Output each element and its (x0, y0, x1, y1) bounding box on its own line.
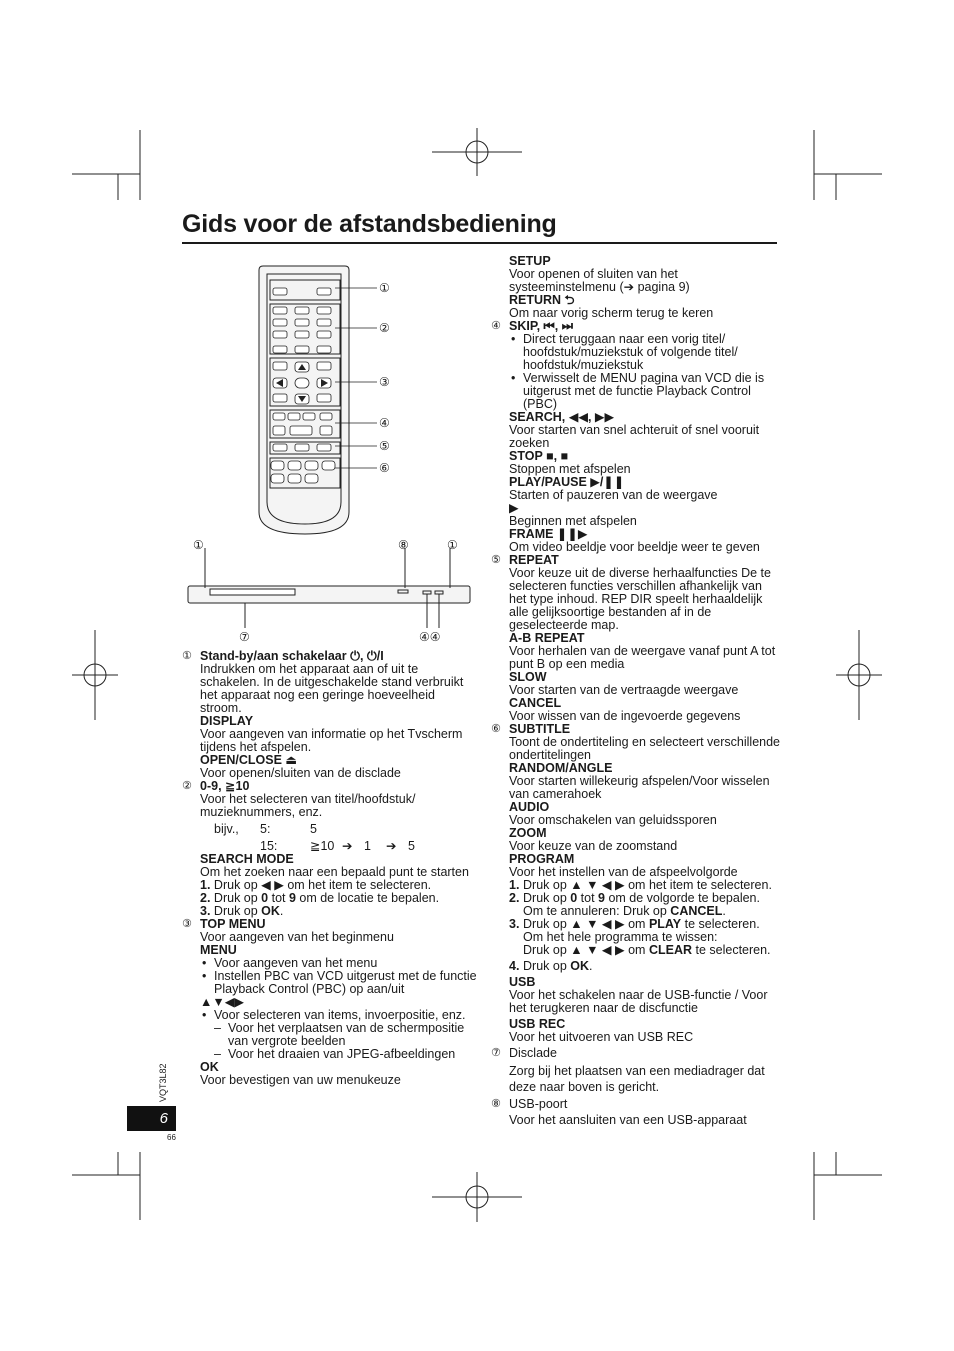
section-7 (491, 1047, 781, 1095)
top-menu-text: Voor aangeven van het beginmenu (200, 930, 394, 944)
display-heading: DISPLAY (200, 714, 254, 728)
device-callout-standby-left: ① (193, 538, 204, 552)
ok-text: Voor bevestigen van uw menukeuze (200, 1073, 401, 1087)
search-step-3: 3. Druk op OK. (200, 904, 284, 918)
section-8 (491, 1098, 781, 1127)
program-step-3-clear: Druk op ▲ ▼ ◀ ▶ om CLEAR te selecteren. (523, 943, 771, 957)
section-num: ⑥ (491, 723, 501, 735)
play-pause-text: Starten of pauzeren van de weergave (509, 488, 718, 502)
open-close-heading: OPEN/CLOSE ⏏ (200, 753, 298, 767)
standby-text: Indrukken om het apparaat aan of uit te schakelen. In de uitgeschakelde stand verbruikt het apparaat nog een geringe hoeveelheid stroom. (200, 662, 464, 715)
skip-heading: SKIP, ⏮, ⏭ (509, 319, 573, 333)
usb-rec-text: Voor het uitvoeren van USB REC (509, 1030, 694, 1044)
section-5 (491, 554, 781, 723)
section-num: ② (182, 780, 192, 792)
frame-text: Om video beeldje voor beeldje weer te geven (509, 540, 760, 554)
callout-2: ② (379, 321, 390, 335)
subtitle-heading: SUBTITLE (509, 722, 571, 736)
section-6 (491, 723, 781, 1044)
program-step-2: 2. Druk op 0 tot 9 om de volgorde te bepalen. (509, 891, 760, 905)
setup-text: Voor openen of sluiten van het systeeminstelmenu (➔ pagina 9) (509, 267, 690, 294)
audio-heading: AUDIO (509, 800, 550, 814)
section-3-cont (491, 255, 781, 320)
callout-3: ③ (379, 375, 390, 389)
subtitle-text: Toont de ondertiteling en selecteert verschillende ondertitelingen (509, 735, 781, 762)
search-mode-heading: SEARCH MODE (200, 852, 294, 866)
usb-text: Voor het schakelen naar de USB-functie / Voor het terugkeren naar de discfunctie (509, 988, 768, 1015)
return-text: Om naar vorig scherm terug te keren (509, 306, 714, 320)
example-2-key: 15: (260, 839, 278, 853)
play-pause-heading: PLAY/PAUSE ▶/❚❚ (509, 475, 625, 489)
menu-bullet-1: • Voor aangeven van het menu (200, 957, 477, 970)
device-callout-usb: ⑧ (398, 538, 409, 552)
search-heading: SEARCH, ◀◀, ▶▶ (509, 410, 615, 424)
open-close-text: Voor openen/sluiten van de disclade (200, 766, 401, 780)
disc-tray-text: Zorg bij het plaatsen van een mediadrager dat deze naar boven is gericht. (509, 1064, 765, 1094)
search-mode-text: Om het zoeken naar een bepaald punt te starten (200, 865, 469, 879)
title-rule (182, 242, 777, 244)
callout-1: ① (379, 281, 390, 295)
audio-text: Voor omschakelen van geluidssporen (509, 813, 717, 827)
program-step-3-note: Om het hele programma te wissen: (523, 930, 718, 944)
right-column (491, 255, 781, 1127)
frame-heading: FRAME ❚❚▶ (509, 527, 588, 541)
section-3 (182, 918, 477, 1087)
standby-heading: Stand-by/aan schakelaar ⏻, ⏻/I (200, 649, 384, 663)
callout-5: ⑤ (379, 439, 390, 453)
ok-heading: OK (200, 1060, 219, 1074)
example-2-v1: ≧10 (310, 839, 335, 853)
section-num: ⑦ (491, 1047, 501, 1059)
program-text: Voor het instellen van de afspeelvolgorde (509, 865, 738, 879)
device-callout-standby-right: ① (447, 538, 458, 552)
page-number-badge: 6 (127, 1106, 176, 1131)
return-heading: RETURN ⮌ (509, 293, 575, 307)
example-row-1 (200, 823, 477, 836)
slow-text: Voor starten van de vertraagde weergave (509, 683, 739, 697)
example-1-value: 5 (310, 822, 317, 836)
skip-bullet-1: • Direct teruggaan naar een vorig titel/ hoofdstuk/muziekstuk of volgende titel/ hoofdstuk/muziekstuk (509, 333, 781, 372)
slow-heading: SLOW (509, 670, 547, 684)
disc-tray-heading: Disclade (509, 1046, 557, 1060)
usb-heading: USB (509, 975, 536, 989)
program-step-4: 4. Druk op OK. (509, 959, 593, 973)
play-heading: ▶ (509, 501, 519, 515)
program-heading: PROGRAM (509, 852, 575, 866)
program-step-1: 1. Druk op ▲ ▼ ◀ ▶ om het item te selecteren. (509, 878, 772, 892)
digits-heading: 0-9, ≧10 (200, 779, 250, 793)
section-num: ④ (491, 320, 501, 332)
arrows-bullet-1: • Voor selecteren van items, invoerpositie, enz. (200, 1009, 477, 1022)
left-column (182, 650, 477, 1087)
search-step-1: 1. Druk op ◀ ▶ om het item te selecteren. (200, 878, 432, 892)
skip-bullet-2: • Verwisselt de MENU pagina van VCD die is uitgerust met de functie Playback Control (PBC) (509, 372, 781, 411)
arrows-dash-2: – Voor het draaien van JPEG-afbeeldingen (200, 1048, 477, 1061)
random-angle-heading: RANDOM/ANGLE (509, 761, 613, 775)
section-num: ⑧ (491, 1098, 501, 1110)
cancel-text: Voor wissen van de ingevoerde gegevens (509, 709, 741, 723)
usb-port-heading: USB-poort (509, 1097, 568, 1111)
page-title: Gids voor de afstandsbediening (182, 210, 557, 238)
zoom-heading: ZOOM (509, 826, 547, 840)
arrows-heading: ▲▼◀▶ (200, 995, 244, 1009)
arrows-dash-1: – Voor het verplaatsen van de schermpositie van vergrote beelden (200, 1022, 477, 1048)
arrow-icon: ➔ (386, 839, 397, 853)
ab-repeat-text: Voor herhalen van de weergave vanaf punt A tot punt B op een media (509, 644, 776, 671)
example-2-v3: 5 (408, 839, 415, 853)
sheet-number: 66 (167, 1133, 176, 1142)
section-num: ③ (182, 918, 192, 930)
digits-text: Voor het selecteren van titel/hoofdstuk/ muzieknummers, enz. (200, 792, 416, 819)
doc-code: VQT3L82 (158, 1063, 168, 1102)
section-1 (182, 650, 477, 780)
setup-heading: SETUP (509, 254, 551, 268)
repeat-heading: REPEAT (509, 553, 559, 567)
device-callout-skip: ④④ (419, 630, 441, 644)
zoom-text: Voor keuze van de zoomstand (509, 839, 678, 853)
program-step-3: 3. Druk op ▲ ▼ ◀ ▶ om PLAY te selecteren. (509, 917, 760, 931)
stop-text: Stoppen met afspelen (509, 462, 631, 476)
example-2-v2: 1 (364, 839, 371, 853)
display-text: Voor aangeven van informatie op het Tvscherm tijdens het afspelen. (200, 727, 463, 754)
device-callout-disc: ⑦ (239, 630, 250, 644)
example-label: bijv., (214, 822, 239, 836)
top-menu-heading: TOP MENU (200, 917, 266, 931)
section-num: ⑤ (491, 554, 501, 566)
section-2 (182, 780, 477, 918)
repeat-text: Voor keuze uit de diverse herhaalfuncties De te selecteren functies verschillen afhankelijk van het type inhoud. REP DIR speelt herhaaldelijk alle gelijksoortige bestanden af in de geselecteerde map. (509, 566, 771, 632)
arrow-icon: ➔ (342, 839, 353, 853)
random-angle-text: Voor starten willekeurig afspelen/Voor wisselen van camerahoek (509, 774, 770, 801)
section-num: ① (182, 650, 192, 662)
cancel-heading: CANCEL (509, 696, 562, 710)
callout-6: ⑥ (379, 461, 390, 475)
callout-4: ④ (379, 416, 390, 430)
example-1-key: 5: (260, 822, 271, 836)
stop-heading: STOP ■, ■ (509, 449, 569, 463)
search-text: Voor starten van snel achteruit of snel vooruit zoeken (509, 423, 760, 450)
section-4 (491, 320, 781, 554)
play-text: Beginnen met afspelen (509, 514, 637, 528)
menu-heading: MENU (200, 943, 237, 957)
menu-bullet-2: • Instellen PBC van VCD uitgerust met de functie Playback Control (PBC) op aan/uit (200, 970, 477, 996)
usb-rec-heading: USB REC (509, 1017, 566, 1031)
program-step-2-note: Om te annuleren: Druk op CANCEL. (523, 904, 726, 918)
ab-repeat-heading: A-B REPEAT (509, 631, 585, 645)
usb-port-text: Voor het aansluiten van een USB-apparaat (509, 1113, 747, 1127)
search-step-2: 2. Druk op 0 tot 9 om de locatie te bepalen. (200, 891, 440, 905)
